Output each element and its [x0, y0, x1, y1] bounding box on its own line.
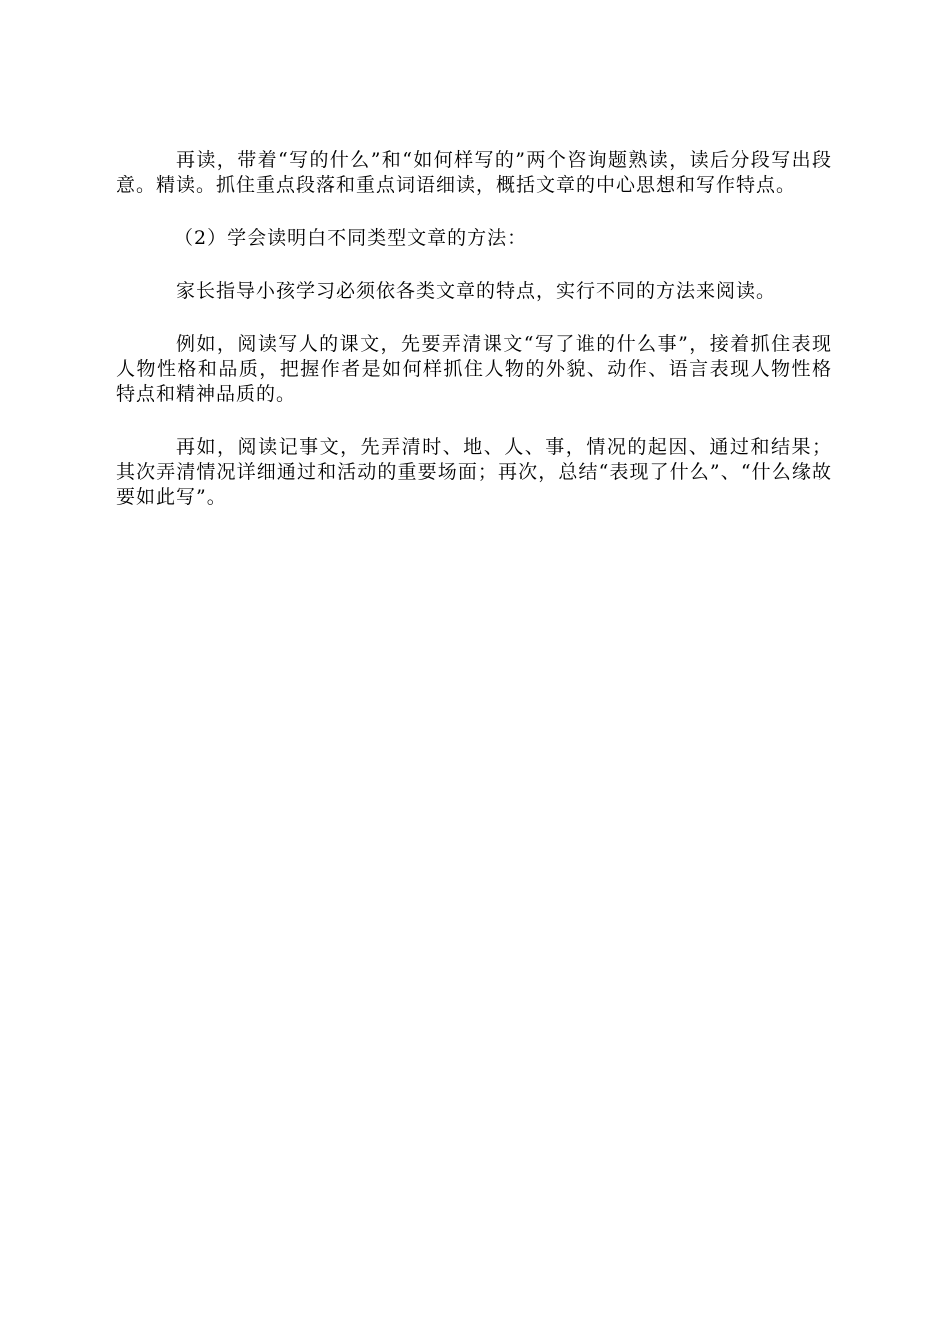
document-body — [116, 148, 832, 538]
paragraph-parent-guidance: 家长指导小孩学习必须依各类文章的特点，实行不同的方法来阅读。 — [176, 280, 777, 302]
paragraph-method-heading: （2）学会读明白不同类型文章的方法： — [174, 227, 528, 249]
paragraph-example-events: 再如，阅读记事文，先弄清时、地、人、事，情况的起因、通过和结果；其次弄清情况详细通过和活动的重要场面；再次，总结“表现了什么”、“什么缘故要如此写”。 — [116, 436, 832, 508]
paragraph-reread: 再读，带着“写的什么”和“如何样写的”两个咨询题熟读，读后分段写出段意。精读。抓住重点段落和重点词语细读，概括文章的中心思想和写作特点。 — [116, 149, 832, 196]
paragraph-example-people: 例如，阅读写人的课文，先要弄清课文“写了谁的什么事”，接着抓住表现人物性格和品质，把握作者是如何样抓住人物的外貌、动作、语言表现人物性格特点和精神品质的。 — [116, 333, 832, 405]
